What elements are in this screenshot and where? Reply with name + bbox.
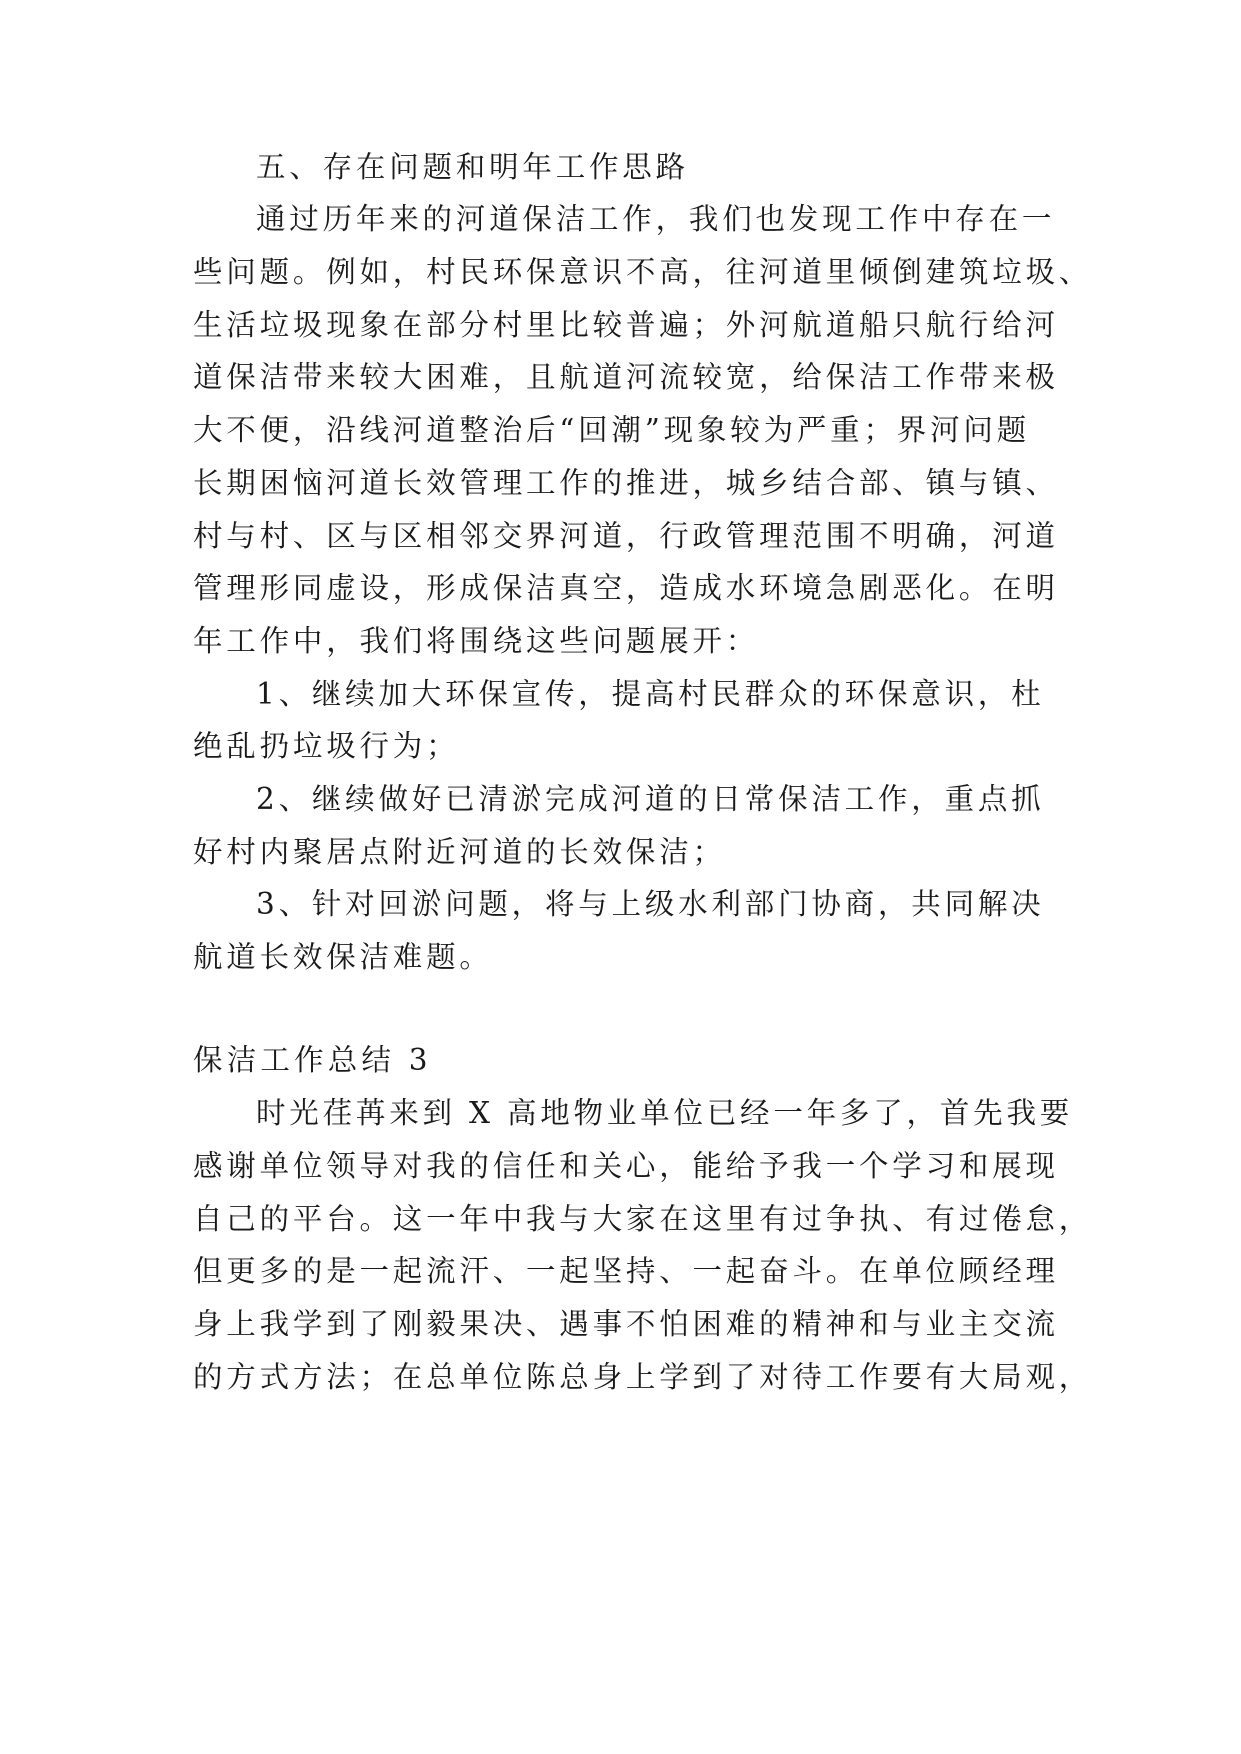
paragraph-line: 身上我学到了刚毅果决、遇事不怕困难的精神和与业主交流	[193, 1307, 1059, 1341]
paragraph-line: 长期困恼河道长效管理工作的推进，城乡结合部、镇与镇、	[193, 466, 1059, 500]
paragraph-line: 但更多的是一起流汗、一起坚持、一起奋斗。在单位顾经理	[193, 1254, 1059, 1288]
section-heading: 五、存在问题和明年工作思路	[256, 150, 689, 184]
paragraph-line: 村与村、区与区相邻交界河道，行政管理范围不明确，河道	[193, 519, 1059, 553]
paragraph-line: 大不便，沿线河道整治后“回潮”现象较为严重；界河问题	[193, 413, 1030, 447]
list-item-line: 好村内聚居点附近河道的长效保洁；	[193, 835, 726, 869]
list-item-line: 1、继续加大环保宣传，提高村民群众的环保意识，杜	[256, 677, 1045, 711]
paragraph-line: 管理形同虚设，形成保洁真空，造成水环境急剧恶化。在明	[193, 571, 1059, 605]
paragraph-line: 道保洁带来较大困难，且航道河流较宽，给保洁工作带来极	[193, 360, 1059, 394]
paragraph-line: 通过历年来的河道保洁工作，我们也发现工作中存在一	[256, 202, 1056, 236]
section-title: 保洁工作总结 3	[193, 1043, 432, 1077]
list-item-line: 航道长效保洁难题。	[193, 940, 493, 974]
list-item-line: 3、针对回淤问题，将与上级水利部门协商，共同解决	[256, 887, 1045, 921]
list-item-line: 2、继续做好已清淤完成河道的日常保洁工作，重点抓	[256, 782, 1045, 816]
paragraph-line: 时光荏苒来到 X 高地物业单位已经一年多了，首先我要	[256, 1096, 1074, 1130]
list-item-line: 绝乱扔垃圾行为；	[193, 729, 460, 763]
paragraph-line: 感谢单位领导对我的信任和关心，能给予我一个学习和展现	[193, 1149, 1059, 1183]
paragraph-line: 自己的平台。这一年中我与大家在这里有过争执、有过倦怠，	[193, 1202, 1093, 1236]
paragraph-line: 的方式方法；在总单位陈总身上学到了对待工作要有大局观，	[193, 1360, 1093, 1394]
paragraph-line: 年工作中，我们将围绕这些问题展开：	[193, 624, 760, 658]
paragraph-line: 些问题。例如，村民环保意识不高，往河道里倾倒建筑垃圾、	[193, 255, 1093, 289]
paragraph-line: 生活垃圾现象在部分村里比较普遍；外河航道船只航行给河	[193, 308, 1059, 342]
